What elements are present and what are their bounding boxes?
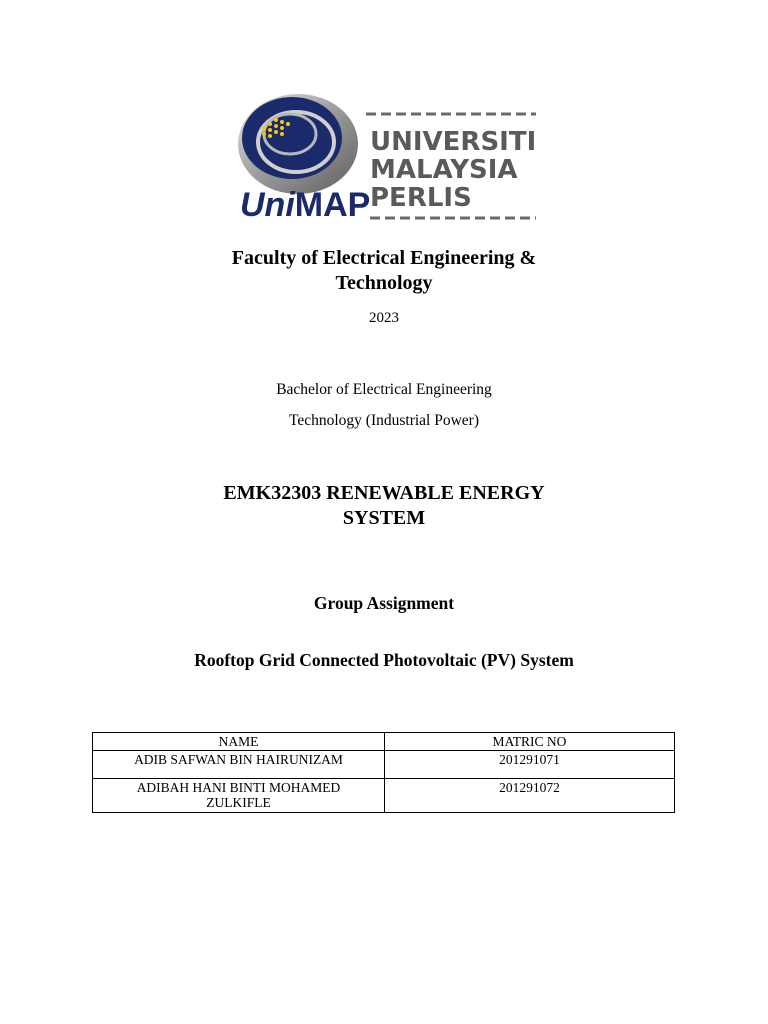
svg-text:UniMAP bbox=[240, 186, 370, 224]
assignment-type: Group Assignment bbox=[313, 593, 455, 613]
members-table bbox=[92, 732, 675, 813]
logo-name-line-3: PERLIS bbox=[370, 183, 472, 213]
course-title-line-2: SYSTEM bbox=[342, 507, 426, 529]
table-row bbox=[93, 779, 675, 813]
member-matric: 201291071 bbox=[385, 751, 675, 779]
header-matric: MATRIC NO bbox=[385, 733, 675, 751]
logo-name-line-1: UNIVERSITI bbox=[370, 127, 537, 157]
faculty-title-line-2: Technology bbox=[335, 272, 433, 294]
project-title: Rooftop Grid Connected Photovoltaic (PV) System bbox=[194, 650, 574, 670]
faculty-title bbox=[0, 246, 768, 296]
year: 2023 bbox=[369, 310, 399, 326]
member-name-line: ZULKIFLE bbox=[206, 795, 271, 810]
member-name bbox=[93, 779, 385, 813]
logo-uni-text: Uni bbox=[240, 186, 295, 224]
member-name bbox=[93, 751, 385, 779]
member-matric: 201291072 bbox=[385, 779, 675, 813]
table-header-row bbox=[93, 733, 675, 751]
member-name-line: ADIB SAFWAN BIN HAIRUNIZAM bbox=[134, 752, 343, 767]
table-row bbox=[93, 751, 675, 779]
member-name-line: ADIBAH HANI BINTI MOHAMED bbox=[136, 780, 341, 795]
course-title-line-1: EMK32303 RENEWABLE ENERGY bbox=[223, 482, 545, 504]
logo-name-line-2: MALAYSIA bbox=[370, 155, 518, 185]
programme-line-2: Technology (Industrial Power) bbox=[288, 412, 480, 429]
header-name: NAME bbox=[93, 733, 385, 751]
university-logo bbox=[236, 88, 540, 224]
logo-map-text: MAP bbox=[294, 186, 371, 224]
course-title bbox=[0, 481, 768, 531]
programme-line-1: Bachelor of Electrical Engineering bbox=[276, 381, 492, 398]
faculty-title-line-1: Faculty of Electrical Engineering & bbox=[231, 247, 537, 269]
